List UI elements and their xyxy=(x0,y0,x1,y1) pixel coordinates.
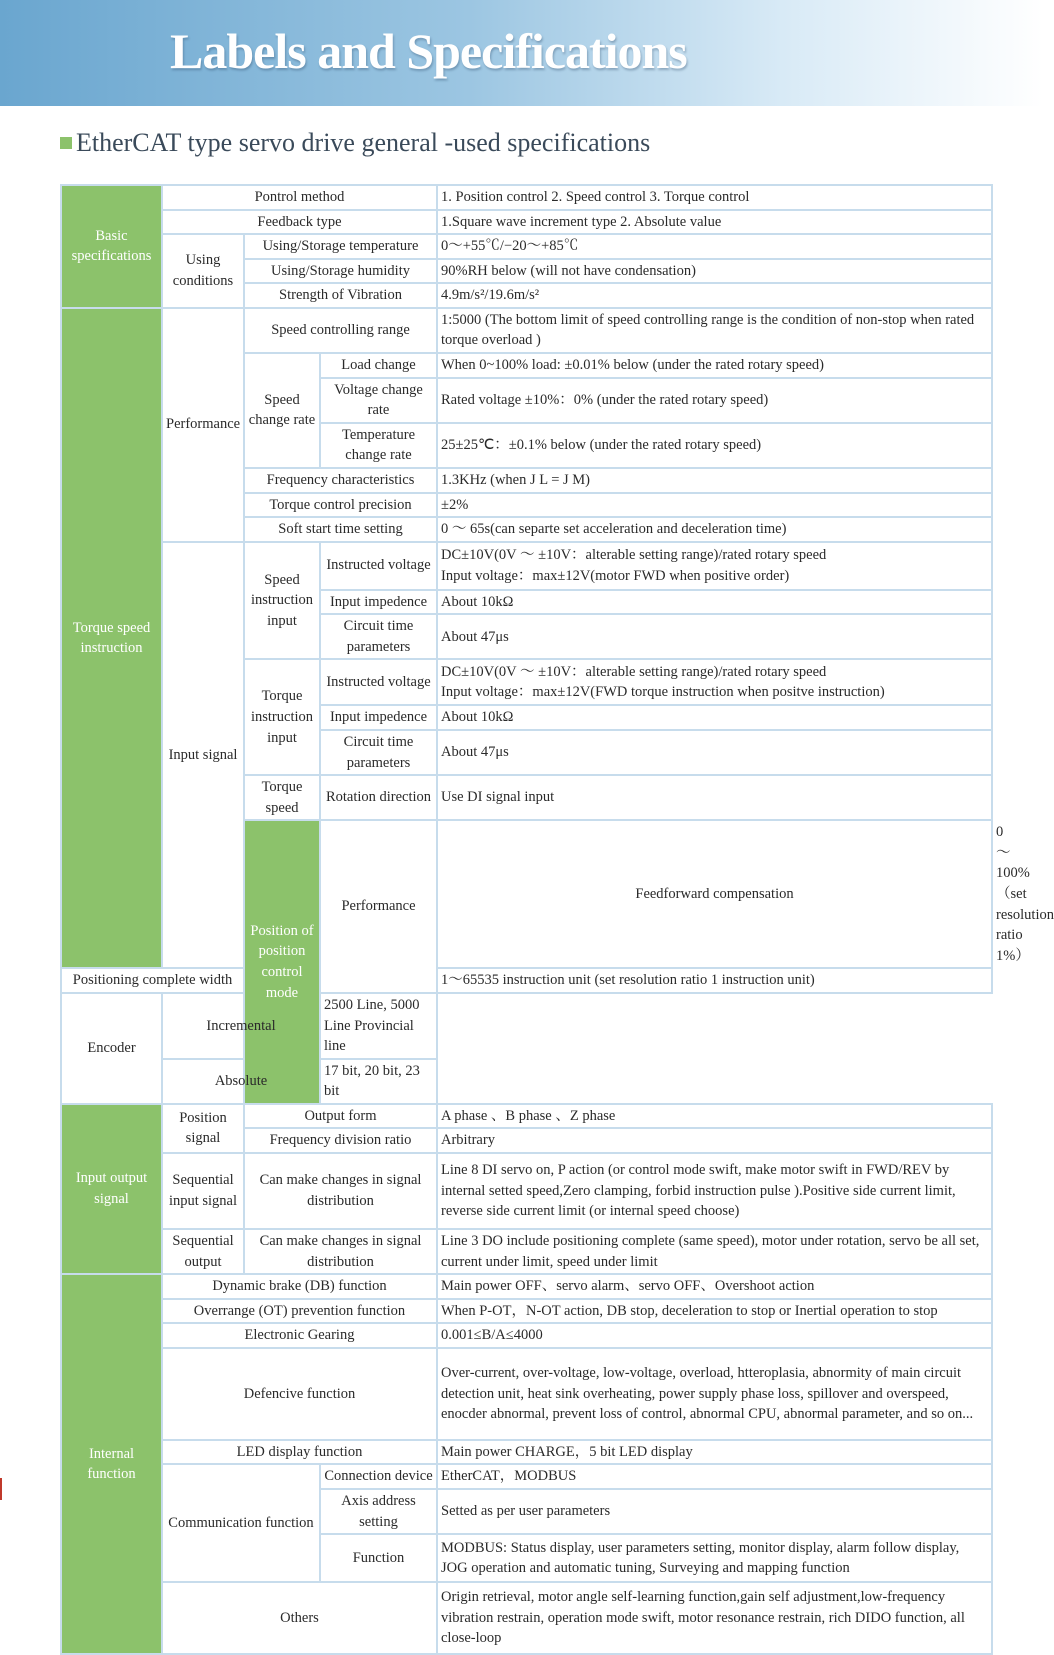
row-label: Using/Storage temperature xyxy=(244,234,437,259)
table-row xyxy=(61,1104,992,1129)
category-internal: Internal function xyxy=(61,1274,162,1654)
row-value xyxy=(437,659,992,705)
value-line: Input voltage：max±12V(motor FWD when positive order) xyxy=(441,567,790,584)
value-line: DC±10V(0V ～ ±10V：alterable setting range)/rated rotary speed xyxy=(441,663,827,680)
row-label: Using/Storage humidity xyxy=(244,259,437,284)
category-io: Input output signal xyxy=(61,1104,162,1274)
row-label: Overrange (OT) prevention function xyxy=(162,1299,437,1324)
row-label: Connection device xyxy=(320,1464,437,1489)
row-label: Positioning complete width xyxy=(61,968,244,993)
table-row xyxy=(61,308,992,353)
table-row xyxy=(61,1464,992,1489)
row-label: Load change xyxy=(320,353,437,378)
row-value: 2500 Line, 5000 Line Provincial line xyxy=(320,993,437,1059)
row-label: Axis address setting xyxy=(320,1489,437,1534)
row-label: Input impedence xyxy=(320,705,437,730)
row-value: Rated voltage ±10%：0% (under the rated rotary speed) xyxy=(437,378,992,423)
group-using-conditions: Using conditions xyxy=(162,234,244,308)
row-label: Can make changes in signal distribution xyxy=(244,1229,437,1274)
row-label: Output form xyxy=(244,1104,437,1129)
row-value: Origin retrieval, motor angle self-learning function,gain self adjustment,low-frequency vibration restrain, operation mode swift, motor resonance restrain, rich DIDO function, all close-loop xyxy=(437,1582,992,1654)
row-label: LED display function xyxy=(162,1440,437,1465)
group-input-signal: Input signal xyxy=(162,542,244,969)
table-row: Position of position control mode Performance Feedforward compensation 0～100%（set resolution ratio 1%） xyxy=(61,820,992,968)
row-label: Electronic Gearing xyxy=(162,1323,437,1348)
row-value: Line 8 DI servo on, P action (or control mode swift, make motor swift in FWD/REV by internal setted speed,Zero clamping, forbid instruction pulse ).Positive side current limit, reverse side current limit (or internal speed choose) xyxy=(437,1153,992,1229)
table-row xyxy=(61,1323,992,1348)
row-value: About 10kΩ xyxy=(437,705,992,730)
row-value: About 47μs xyxy=(437,730,992,775)
group-encoder: Encoder xyxy=(61,993,162,1104)
row-label: Frequency characteristics xyxy=(244,468,437,493)
row-label: Absolute xyxy=(162,1059,320,1104)
row-label: Function xyxy=(320,1534,437,1582)
row-value: 25±25℃：±0.1% below (under the rated rotary speed) xyxy=(437,423,992,468)
table-row xyxy=(61,1059,992,1104)
row-value: 1:5000 (The bottom limit of speed controlling range is the condition of non-stop when rated torque overload ) xyxy=(437,308,992,353)
table-row xyxy=(61,542,992,590)
row-label: Pontrol method xyxy=(162,185,437,210)
row-value: 0～+55℃/−20～+85℃ xyxy=(437,234,992,259)
row-value: About 10kΩ xyxy=(437,590,992,615)
row-value: Setted as per user parameters xyxy=(437,1489,992,1534)
row-label: Rotation direction xyxy=(320,775,437,820)
section-title-text: EtherCAT type servo drive general -used specifications xyxy=(76,128,651,157)
group-speed-instruction-input: Speed instruction input xyxy=(244,542,320,660)
table-row xyxy=(61,1348,992,1440)
value-line: DC±10V(0V ～ ±10V：alterable setting range)/rated rotary speed xyxy=(441,547,827,564)
row-label: Instructed voltage xyxy=(320,659,437,705)
row-label: Can make changes in signal distribution xyxy=(244,1153,437,1229)
row-label: Voltage change rate xyxy=(320,378,437,423)
row-value: Arbitrary xyxy=(437,1128,992,1153)
table-row xyxy=(61,210,992,235)
table-row xyxy=(61,1440,992,1465)
row-value: Main power CHARGE，5 bit LED display xyxy=(437,1440,992,1465)
table-row xyxy=(61,993,992,1059)
row-value: Line 3 DO include positioning complete (same speed), motor under rotation, servo be all set, current under limit, speed under limit xyxy=(437,1229,992,1274)
group-speed-change-rate: Speed change rate xyxy=(244,353,320,468)
group-torque-speed: Torque speed xyxy=(244,775,320,820)
row-value: 1.Square wave increment type 2. Absolute value xyxy=(437,210,992,235)
row-label: Torque control precision xyxy=(244,493,437,518)
row-value: 0.001≤B/A≤4000 xyxy=(437,1323,992,1348)
row-label: Soft start time setting xyxy=(244,517,437,542)
row-value: 4.9m/s²/19.6m/s² xyxy=(437,283,992,308)
row-value: When P-OT，N-OT action, DB stop, deceleration to stop or Inertial operation to stop xyxy=(437,1299,992,1324)
group-communication: Communication function xyxy=(162,1464,320,1582)
row-value: Use DI signal input xyxy=(437,775,992,820)
table-row xyxy=(61,185,992,210)
row-label: Circuit time parameters xyxy=(320,730,437,775)
edge-mark xyxy=(0,1478,2,1500)
group-sequential-input: Sequential input signal xyxy=(162,1153,244,1229)
row-value: When 0~100% load: ±0.01% below (under the rated rotary speed) xyxy=(437,353,992,378)
row-label: Defencive function xyxy=(162,1348,437,1440)
header-banner xyxy=(0,0,1043,106)
row-label: Speed controlling range xyxy=(244,308,437,353)
row-label: Frequency division ratio xyxy=(244,1128,437,1153)
group-performance: Performance xyxy=(320,820,437,993)
row-value: About 47μs xyxy=(437,614,992,659)
row-value xyxy=(437,542,992,590)
row-value: 1.3KHz (when J L = J M) xyxy=(437,468,992,493)
row-label: Circuit time parameters xyxy=(320,614,437,659)
bullet-square-icon xyxy=(60,137,72,149)
row-value: 1～65535 instruction unit (set resolution ratio 1 instruction unit) xyxy=(437,968,992,993)
row-label: Feedback type xyxy=(162,210,437,235)
table-row xyxy=(61,1582,992,1654)
row-label: Others xyxy=(162,1582,437,1654)
category-position: Position of position control mode xyxy=(244,820,320,1104)
row-value: MODBUS: Status display, user parameters setting, monitor display, alarm follow display, JOG operation and automatic tuning, Surveying and mapping function xyxy=(437,1534,992,1582)
row-value: 0 ～ 65s(can separte set acceleration and deceleration time) xyxy=(437,517,992,542)
group-position-signal: Position signal xyxy=(162,1104,244,1153)
table-row xyxy=(61,1299,992,1324)
row-label: Strength of Vibration xyxy=(244,283,437,308)
page-title: Labels and Specifications xyxy=(170,23,687,79)
group-sequential-output: Sequential output xyxy=(162,1229,244,1274)
row-value: Over-current, over-voltage, low-voltage, overload, htteroplasia, abnormity of main circuit detection unit, heat sink overheating, power supply phase loss, spillover and overspeed, enocder abnormal, prevent loss of control, abnormal CPU, abnormal parameter, and so on... xyxy=(437,1348,992,1440)
category-basic: Basic specifications xyxy=(61,185,162,308)
table-row xyxy=(61,234,992,259)
table-row xyxy=(61,968,992,993)
row-value: 90%RH below (will not have condensation) xyxy=(437,259,992,284)
row-value: 1. Position control 2. Speed control 3. Torque control xyxy=(437,185,992,210)
row-value: ±2% xyxy=(437,493,992,518)
row-label: Instructed voltage xyxy=(320,542,437,590)
row-label: Dynamic brake (DB) function xyxy=(162,1274,437,1299)
row-value: EtherCAT，MODBUS xyxy=(437,1464,992,1489)
row-value: A phase 、B phase 、Z phase xyxy=(437,1104,992,1129)
row-label: Incremental xyxy=(162,993,320,1059)
table-row xyxy=(61,1229,992,1274)
row-label: Feedforward compensation xyxy=(437,820,992,968)
row-label: Input impedence xyxy=(320,590,437,615)
row-value: 17 bit, 20 bit, 23 bit xyxy=(320,1059,437,1104)
value-line: Input voltage：max±12V(FWD torque instruction when positve instruction) xyxy=(441,684,885,701)
group-performance: Performance xyxy=(162,308,244,542)
specifications-table xyxy=(60,184,1054,1655)
section-heading xyxy=(60,128,650,158)
category-torque: Torque speed instruction xyxy=(61,308,162,968)
row-label: Temperature change rate xyxy=(320,423,437,468)
table-row xyxy=(61,1274,992,1299)
row-value: Main power OFF、servo alarm、servo OFF、Overshoot action xyxy=(437,1274,992,1299)
group-torque-instruction-input: Torque instruction input xyxy=(244,659,320,775)
table-row xyxy=(61,1153,992,1229)
